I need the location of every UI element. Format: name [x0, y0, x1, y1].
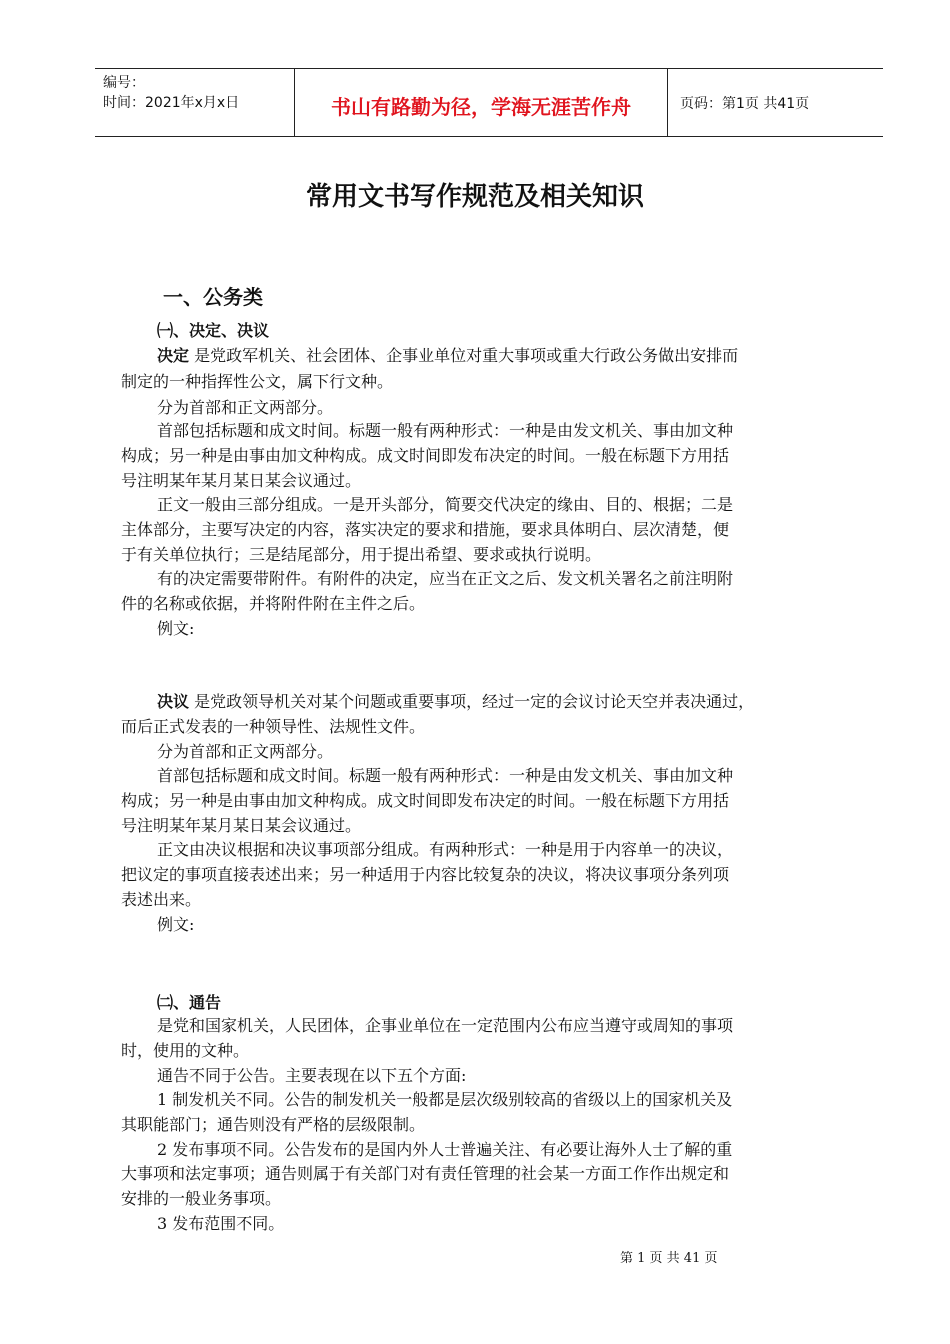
paragraph-line: 其职能部门；通告则没有严格的层级限制。: [121, 1115, 426, 1134]
paragraph-line: 而后正式发表的一种领导性、法规性文件。: [121, 717, 426, 736]
paragraph-line: 2 发布事项不同。公告发布的是国内外人士普遍关注、有必要让海外人士了解的重: [157, 1140, 733, 1159]
term-label: 决议: [157, 692, 190, 711]
paragraph-line: 分为首部和正文两部分。: [157, 398, 334, 417]
page-header-table: [95, 68, 883, 137]
subsection-heading: ㈠、决定、决议: [157, 321, 270, 340]
paragraph-line: 于有关单位执行；三是结尾部分，用于提出希望、要求或执行说明。: [121, 545, 602, 564]
paragraph-text: 是党政军机关、社会团体、企事业单位对重大事项或重大行政公务做出安排而: [189, 346, 739, 365]
paragraph-line: 制定的一种指挥性公文，属下行文种。: [121, 372, 394, 391]
paragraph-line: 构成；另一种是由事由加文种构成。成文时间即发布决定的时间。一般在标题下方用括: [121, 791, 730, 810]
paragraph-line: 安排的一般业务事项。: [121, 1189, 282, 1208]
paragraph-line: 号注明某年某月某日某会议通过。: [121, 471, 362, 490]
subsection-heading: ㈡、通告: [157, 993, 222, 1012]
paragraph-line: 首部包括标题和成文时间。标题一般有两种形式：一种是由发文机关、事由加文种: [157, 766, 734, 785]
paragraph-line: 构成；另一种是由事由加文种构成。成文时间即发布决定的时间。一般在标题下方用括: [121, 446, 730, 465]
document-title: 常用文书写作规范及相关知识: [305, 182, 644, 212]
paragraph-line: [157, 346, 738, 366]
paragraph-line: [157, 692, 754, 712]
motto-text: 书山有路勤为径，学海无涯苦作舟: [331, 95, 631, 119]
paragraph-line: 是党和国家机关，人民团体，企事业单位在一定范围内公布应当遵守或周知的事项: [157, 1016, 734, 1035]
paragraph-line: 正文一般由三部分组成。一是开头部分，简要交代决定的缘由、目的、根据；二是: [157, 495, 734, 514]
paragraph-line: 号注明某年某月某日某会议通过。: [121, 816, 362, 835]
paragraph-line: 件的名称或依据，并将附件附在主件之后。: [121, 594, 426, 613]
term-label: 决定: [157, 346, 190, 365]
paragraph-line: 有的决定需要带附件。有附件的决定，应当在正文之后、发文机关署名之前注明附: [157, 569, 734, 588]
paragraph-line: 例文:: [157, 619, 195, 638]
paragraph-line: 时，使用的文种。: [121, 1041, 250, 1060]
paragraph-line: 1 制发机关不同。公告的制发机关一般都是层次级别较高的省级以上的国家机关及: [157, 1090, 733, 1109]
paragraph-line: 例文:: [157, 915, 195, 934]
header-motto-cell: [295, 69, 668, 136]
paragraph-line: 大事项和法定事项；通告则属于有关部门对有责任管理的社会某一方面工作作出规定和: [121, 1164, 730, 1183]
header-page-cell: [668, 69, 883, 136]
page-info: 页码：第1页 共41页: [680, 96, 810, 112]
serial-label: 编号：: [103, 75, 145, 91]
paragraph-line: 主体部分，主要写决定的内容，落实决定的要求和措施，要求具体明白、层次清楚，便: [121, 520, 730, 539]
paragraph-line: 首部包括标题和成文时间。标题一般有两种形式：一种是由发文机关、事由加文种: [157, 421, 734, 440]
header-meta-cell: [95, 69, 295, 136]
paragraph-line: 3 发布范围不同。: [157, 1214, 285, 1233]
paragraph-line: 表述出来。: [121, 890, 202, 909]
time-label: 时间：2021年x月x日: [103, 95, 240, 111]
page-footer: 第 1 页 共 41 页: [620, 1251, 718, 1266]
paragraph-line: 把议定的事项直接表述出来；另一种适用于内容比较复杂的决议，将决议事项分条列项: [121, 865, 730, 884]
paragraph-text: 是党政领导机关对某个问题或重要事项，经过一定的会议讨论天空并表决通过，: [189, 692, 755, 711]
section-heading: 一、公务类: [163, 285, 263, 309]
paragraph-line: 正文由决议根据和决议事项部分组成。有两种形式：一种是用于内容单一的决议，: [157, 840, 734, 859]
paragraph-line: 分为首部和正文两部分。: [157, 742, 334, 761]
paragraph-line: 通告不同于公告。主要表现在以下五个方面:: [157, 1066, 467, 1085]
